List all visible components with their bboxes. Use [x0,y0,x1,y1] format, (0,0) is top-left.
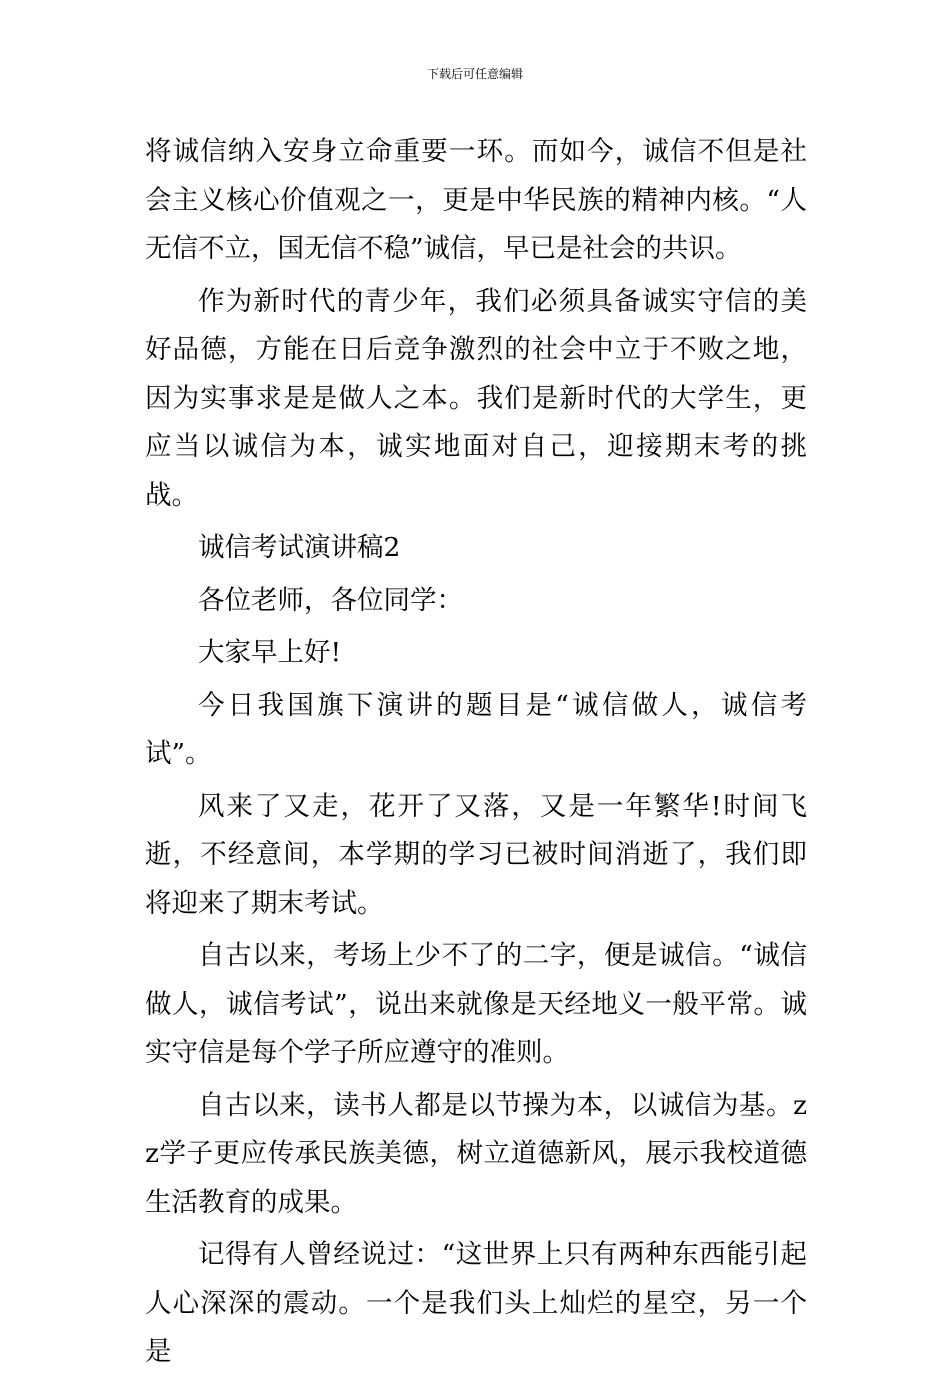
paragraph-quote: 记得有人曾经说过：“这世界上只有两种东西能引起人心深深的震动。一个是我们头上灿烂的星空，另一个是 [145,1239,807,1367]
paragraph-time: 风来了又走，花开了又落，又是一年繁华!时间飞逝，不经意间，本学期的学习已被时间消逝了，我们即将迎来了期末考试。 [145,790,807,919]
greeting-morning: 大家早上好! [198,637,342,668]
paragraph-topic: 今日我国旗下演讲的题目是“诚信做人，诚信考试”。 [145,689,807,769]
paragraph-1: 将诚信纳入安身立命重要一环。而如今，诚信不但是社会主义核心价值观之一，更是中华民族的精神内核。“人无信不立，国无信不稳”诚信，早已是社会的共识。 [145,136,807,264]
greeting-line: 各位老师，各位同学： [198,584,463,616]
paragraph-scholars: 自古以来，读书人都是以节操为本，以诚信为基。zz学子更应传承民族美德，树立道德新风，展示我校道德生活教育的成果。 [145,1089,807,1218]
paragraph-integrity: 自古以来，考场上少不了的二字，便是诚信。“诚信做人，诚信考试”，说出来就像是天经地义一般平常。诚实守信是每个学子所应遵守的准则。 [145,940,807,1068]
section-title: 诚信考试演讲稿2 [198,532,401,563]
page-header: 下载后可任意编辑 [426,67,523,81]
paragraph-2: 作为新时代的青少年，我们必须具备诚实守信的美好品德，方能在日后竞争激烈的社会中立于不败之地，因为实事求是是做人之本。我们是新时代的大学生，更应当以诚信为本，诚实地面对自己，迎接期末考的挑战。 [145,285,807,511]
document-body [145,128,807,1377]
